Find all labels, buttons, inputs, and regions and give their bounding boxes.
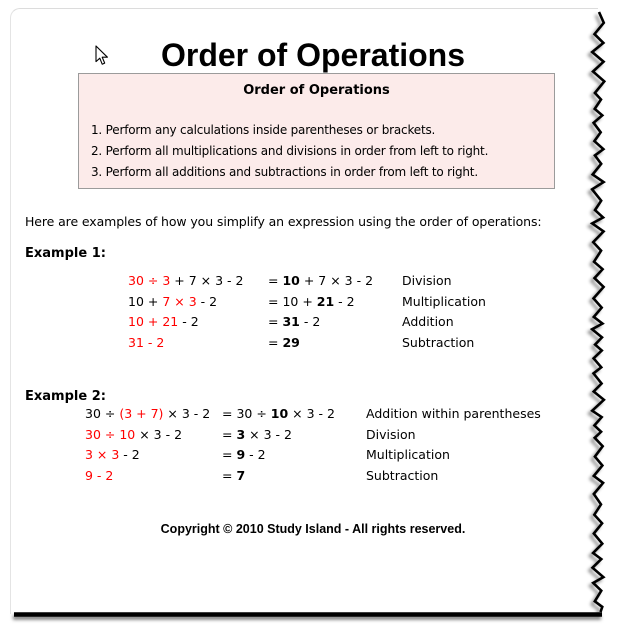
step-operation-label: Multiplication bbox=[366, 447, 450, 463]
red-segment: 31 - 2 bbox=[128, 335, 165, 351]
red-segment: 30 ÷ 3 bbox=[128, 273, 171, 288]
bold-segment: 10 bbox=[270, 406, 289, 421]
text-segment: = bbox=[222, 468, 237, 484]
step-result bbox=[222, 425, 366, 446]
text-segment: - 2 bbox=[245, 447, 266, 463]
step-expression bbox=[85, 425, 222, 446]
step-expression bbox=[85, 404, 222, 425]
example-1-steps-table bbox=[128, 271, 486, 354]
step-operation-label: Addition bbox=[402, 314, 454, 330]
step-operation-label: Division bbox=[402, 273, 452, 288]
text-segment: - 2 bbox=[299, 314, 321, 330]
text-segment: - 2 bbox=[178, 314, 199, 330]
text-segment: = bbox=[268, 314, 283, 330]
text-segment: 30 ÷ bbox=[85, 406, 120, 421]
step-expression bbox=[85, 445, 222, 466]
math-step-row bbox=[128, 292, 486, 313]
text-segment: × 3 - 2 bbox=[288, 406, 335, 421]
math-step-row bbox=[128, 333, 486, 354]
step-operation-label: Division bbox=[366, 426, 416, 442]
text-segment: - 2 bbox=[119, 447, 140, 463]
step-expression bbox=[128, 312, 268, 333]
rules-box-title: Order of Operations bbox=[243, 83, 390, 98]
math-step-row bbox=[85, 466, 541, 487]
bold-segment: 10 bbox=[282, 273, 300, 288]
step-operation-label: Subtraction bbox=[366, 468, 439, 484]
example-1-heading: Example 1: bbox=[25, 245, 106, 261]
step-operation-label: Subtraction bbox=[402, 335, 475, 351]
text-segment: - 2 bbox=[196, 293, 218, 309]
rules-list bbox=[91, 120, 542, 183]
text-segment: × 3 - 2 bbox=[163, 406, 211, 421]
rules-box bbox=[78, 73, 555, 189]
math-step-row bbox=[128, 312, 486, 333]
step-result bbox=[222, 404, 366, 425]
step-expression bbox=[128, 292, 268, 313]
bold-segment: 9 bbox=[236, 447, 246, 463]
rule-item: 1. Perform any calculations inside parentheses or brackets. bbox=[91, 123, 436, 137]
example-2-steps-table bbox=[85, 404, 541, 487]
text-segment: × 3 - 2 bbox=[245, 426, 292, 442]
step-result bbox=[222, 445, 366, 466]
step-result bbox=[222, 466, 366, 487]
text-segment: = bbox=[268, 335, 283, 351]
page-title: Order of Operations bbox=[160, 37, 466, 74]
step-result bbox=[268, 271, 402, 292]
red-segment: 30 ÷ 10 bbox=[85, 426, 136, 442]
text-segment: = bbox=[222, 426, 237, 442]
text-segment: = bbox=[222, 447, 237, 463]
red-segment: 9 - 2 bbox=[85, 468, 114, 484]
bold-segment: 21 bbox=[316, 293, 335, 309]
text-segment: = 10 + bbox=[268, 293, 317, 309]
rule-item: 3. Perform all additions and subtractions in order from left to right. bbox=[91, 165, 478, 179]
text-segment: + 7 × 3 - 2 bbox=[170, 273, 244, 288]
text-segment: × 3 - 2 bbox=[135, 426, 183, 442]
text-segment: 10 + bbox=[128, 293, 163, 309]
math-step-row bbox=[85, 404, 541, 425]
math-step-row bbox=[85, 445, 541, 466]
red-segment: 10 + 21 bbox=[128, 314, 179, 330]
bold-segment: 7 bbox=[236, 468, 246, 484]
step-expression bbox=[85, 466, 222, 487]
red-segment: 3 × 3 bbox=[85, 447, 120, 463]
step-expression bbox=[128, 271, 268, 292]
red-segment: (3 + 7) bbox=[119, 406, 164, 421]
bold-segment: 29 bbox=[282, 335, 300, 351]
bold-segment: 31 bbox=[282, 314, 300, 330]
math-step-row bbox=[128, 271, 486, 292]
step-expression bbox=[128, 333, 268, 354]
step-result bbox=[268, 333, 402, 354]
step-result bbox=[268, 312, 402, 333]
text-segment: = 30 ÷ bbox=[222, 406, 271, 421]
text-segment: - 2 bbox=[334, 293, 355, 309]
text-segment: = bbox=[268, 273, 283, 288]
step-result bbox=[268, 292, 402, 313]
math-step-row bbox=[85, 425, 541, 446]
example-2-heading: Example 2: bbox=[25, 388, 106, 404]
text-segment: + 7 × 3 - 2 bbox=[299, 273, 374, 288]
bold-segment: 3 bbox=[236, 426, 246, 442]
intro-text: Here are examples of how you simplify an expression using the order of operations: bbox=[25, 213, 542, 229]
step-operation-label: Multiplication bbox=[402, 293, 486, 309]
step-operation-label: Addition within parentheses bbox=[366, 406, 541, 421]
red-segment: 7 × 3 bbox=[162, 293, 197, 309]
copyright-text: Copyright © 2010 Study Island - All rights reserved. bbox=[160, 522, 466, 536]
rule-item: 2. Perform all multiplications and divisions in order from left to right. bbox=[91, 144, 489, 158]
lesson-page bbox=[10, 0, 616, 628]
